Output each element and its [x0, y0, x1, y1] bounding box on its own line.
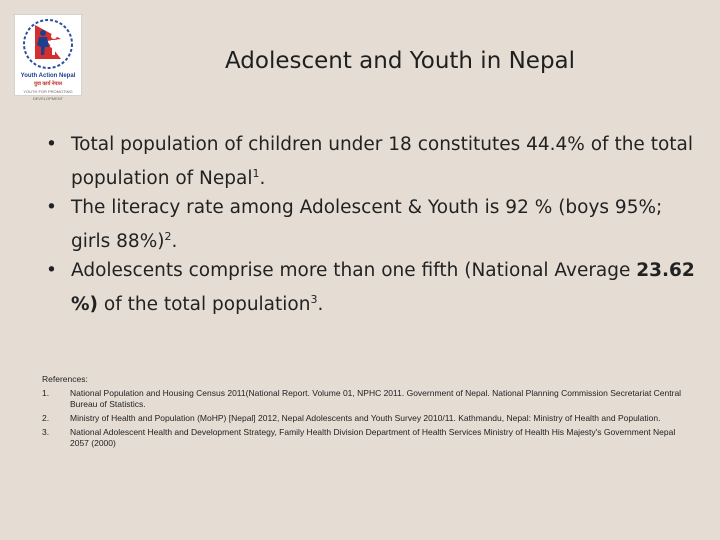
references-section [42, 374, 692, 449]
logo-emblem-icon [15, 15, 81, 73]
reference-item: 2. Ministry of Health and Population (MoHP) [Nepal] 2012, Nepal Adolescents and Youth Survey 2010/11. Kathmandu, Nepal: Ministry of Health and Population. [42, 413, 661, 423]
bullet-dot-icon: • [46, 134, 57, 155]
bullet-item: • The literacy rate among Adolescent & Youth is 92 % (boys 95%; girls 88%)$^2$. [46, 193, 696, 256]
bullet-item: • Adolescents comprise more than one fifth (National Average 23.62 %) of the total population$^3$. [46, 256, 696, 319]
reference-item: 1. National Population and Housing Census 2011(National Report. Volume 01, NPHC 2011. Government of Nepal. National Planning Commission Secretariat Central Bureau of Statistics. [42, 388, 682, 409]
logo-tagline: YOUTH FOR PROMOTING DEVELOPMENT [23, 89, 73, 101]
bullet-item: • Total population of children under 18 constitutes 44.4% of the total population of Nepal$^1$. [46, 130, 696, 193]
logo-name-nepali: युवा कार्य नेपाल [33, 81, 63, 87]
bullet-dot-icon: • [46, 260, 57, 282]
bullet-list [46, 130, 696, 319]
references-heading: References: [42, 374, 88, 384]
bullet-dot-icon: • [46, 197, 57, 219]
slide-title: Adolescent and Youth in Nepal [224, 48, 576, 74]
reference-item: 3. National Adolescent Health and Development Strategy, Family Health Division Department of Health Services Ministry of Health His Majesty's Government Nepal 2057 (2000) [42, 427, 676, 448]
youth-action-nepal-logo [14, 14, 82, 101]
logo-name-english: Youth Action Nepal [20, 73, 76, 79]
